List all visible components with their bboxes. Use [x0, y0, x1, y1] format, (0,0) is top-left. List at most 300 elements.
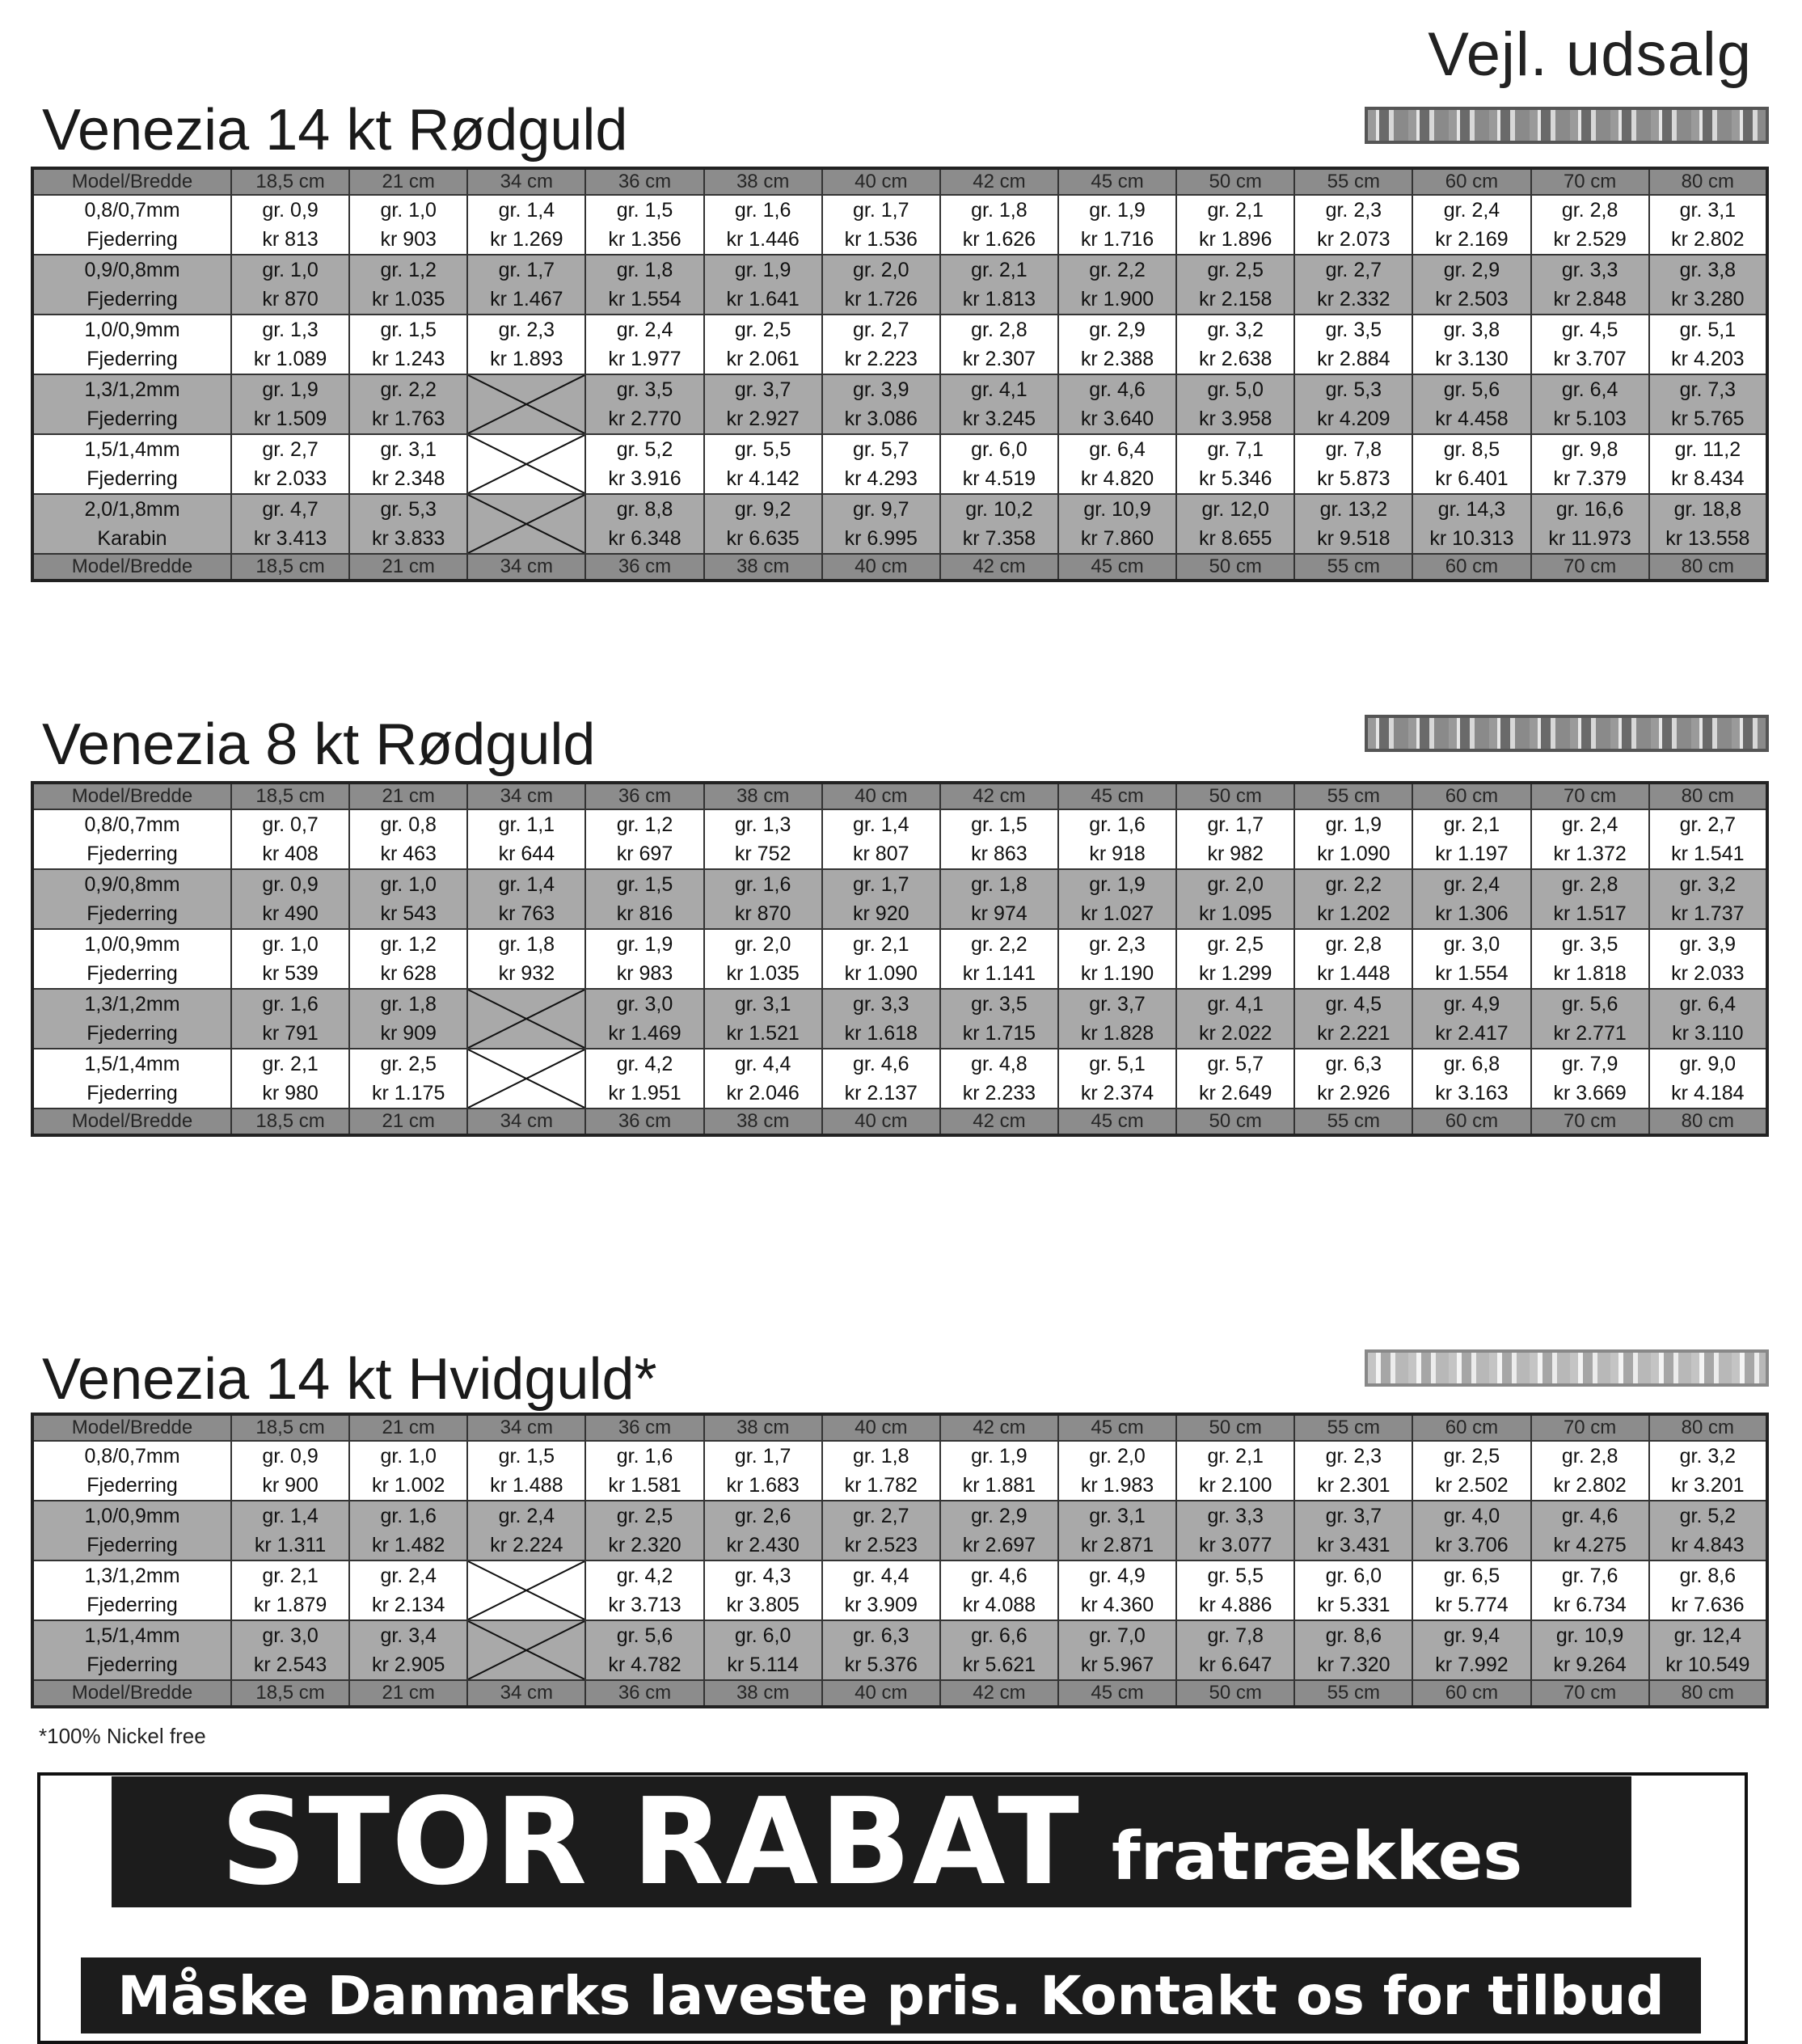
weight-value: gr. 1,7: [853, 199, 909, 222]
column-header: Model/Bredde: [32, 1680, 231, 1707]
price-cell: [1649, 929, 1767, 989]
weight-value: gr. 13,2: [1319, 498, 1388, 521]
weight-value: gr. 1,8: [971, 873, 1028, 896]
weight-value: gr. 2,1: [971, 259, 1028, 281]
weight-value: gr. 3,7: [734, 378, 791, 401]
price-value: kr 2.100: [1199, 1474, 1272, 1497]
weight-value: gr. 14,3: [1437, 498, 1506, 521]
price-table: [31, 1413, 1769, 1708]
price-cell: [1058, 989, 1176, 1049]
weight-value: gr. 2,8: [971, 319, 1028, 341]
price-cell: [585, 1620, 703, 1680]
price-value: kr 3.640: [1080, 408, 1154, 430]
section-14kt-rodguld: [31, 97, 1769, 582]
weight-value: gr. 3,0: [616, 993, 673, 1016]
price-cell: [585, 989, 703, 1049]
column-header: 55 cm: [1294, 1680, 1412, 1707]
column-header: 42 cm: [940, 783, 1058, 809]
weight-value: gr. 3,9: [1679, 933, 1737, 956]
weight-value: gr. 1,5: [380, 319, 437, 341]
price-cell: [585, 1501, 703, 1560]
section-8kt-rodguld: [31, 712, 1769, 1148]
price-cell: [231, 255, 349, 315]
weight-value: gr. 5,6: [1443, 378, 1500, 401]
price-value: kr 3.431: [1317, 1534, 1391, 1556]
column-header: 60 cm: [1412, 168, 1530, 195]
price-cell: [349, 315, 467, 374]
weight-value: gr. 4,6: [853, 1053, 909, 1075]
weight-value: gr. 2,1: [1443, 813, 1500, 836]
price-value: kr 2.134: [372, 1594, 445, 1616]
weight-value: gr. 9,7: [853, 498, 909, 521]
weight-value: gr. 3,5: [1561, 933, 1618, 956]
weight-value: gr. 1,4: [498, 199, 555, 222]
price-cell: [822, 315, 940, 374]
price-cell: [940, 929, 1058, 989]
price-value: kr 1.536: [844, 228, 918, 251]
column-header: 45 cm: [1058, 1109, 1176, 1135]
price-cell: [231, 1049, 349, 1109]
weight-value: gr. 2,4: [1443, 873, 1500, 896]
price-value: kr 3.077: [1199, 1534, 1272, 1556]
weight-value: gr. 2,8: [1325, 933, 1382, 956]
price-cell: [1649, 1049, 1767, 1109]
price-cell: [940, 1501, 1058, 1560]
weight-value: gr. 5,6: [1561, 993, 1618, 1016]
weight-value: gr. 1,3: [734, 813, 791, 836]
price-cell: [1176, 989, 1294, 1049]
weight-value: gr. 11,2: [1674, 438, 1741, 461]
price-value: kr 11.973: [1548, 527, 1631, 550]
cross-icon: [468, 1049, 584, 1108]
weight-value: gr. 4,1: [1207, 993, 1264, 1016]
weight-value: gr. 1,4: [498, 873, 555, 896]
column-header: Model/Bredde: [32, 168, 231, 195]
price-value: kr 2.307: [962, 348, 1036, 370]
weight-value: gr. 1,5: [616, 873, 673, 896]
column-header: 21 cm: [349, 168, 467, 195]
price-cell: [822, 1620, 940, 1680]
weight-value: gr. 2,1: [262, 1565, 319, 1587]
weight-value: gr. 8,5: [1443, 438, 1500, 461]
weight-value: gr. 10,9: [1555, 1624, 1624, 1647]
price-cell: [1649, 374, 1767, 434]
price-cell: [1412, 434, 1530, 494]
price-cell: [1531, 929, 1649, 989]
weight-value: gr. 3,5: [971, 993, 1028, 1016]
price-value: kr 2.523: [844, 1534, 918, 1556]
model-clasp: Fjederring: [87, 467, 178, 490]
column-header: 36 cm: [585, 783, 703, 809]
weight-value: gr. 1,2: [616, 813, 673, 836]
price-value: kr 1.782: [844, 1474, 918, 1497]
price-value: kr 1.448: [1317, 962, 1391, 985]
price-value: kr 1.896: [1199, 228, 1272, 251]
price-cell: [231, 315, 349, 374]
price-value: kr 3.916: [608, 467, 682, 490]
weight-value: gr. 2,5: [1207, 259, 1264, 281]
weight-value: gr. 2,6: [734, 1505, 791, 1527]
price-value: kr 2.169: [1435, 228, 1509, 251]
price-value: kr 2.301: [1317, 1474, 1391, 1497]
price-cell: [1058, 809, 1176, 869]
price-value: kr 1.763: [372, 408, 445, 430]
price-cell: [467, 195, 585, 255]
price-cell: [940, 989, 1058, 1049]
price-cell: [1412, 1441, 1530, 1501]
price-value: kr 7.992: [1435, 1653, 1509, 1676]
table-row: [32, 195, 1767, 255]
price-value: kr 4.360: [1080, 1594, 1154, 1616]
price-cell: [940, 255, 1058, 315]
weight-value: gr. 3,0: [262, 1624, 319, 1647]
column-header: 55 cm: [1294, 783, 1412, 809]
price-value: kr 7.358: [962, 527, 1036, 550]
price-cell: [940, 1620, 1058, 1680]
price-cell: [704, 809, 822, 869]
weight-value: gr. 2,8: [1561, 873, 1618, 896]
weight-value: gr. 2,0: [734, 933, 791, 956]
price-cell: [704, 1049, 822, 1109]
price-value: kr 909: [380, 1022, 437, 1045]
price-value: kr 870: [262, 288, 319, 310]
price-value: kr 1.090: [1317, 843, 1391, 865]
weight-value: gr. 12,0: [1201, 498, 1269, 521]
model-size: 0,9/0,8mm: [84, 873, 180, 896]
weight-value: gr. 1,8: [498, 933, 555, 956]
column-header: 80 cm: [1649, 1680, 1767, 1707]
price-value: kr 2.926: [1317, 1082, 1391, 1104]
price-value: kr 6.348: [608, 527, 682, 550]
price-cell: [1176, 1620, 1294, 1680]
price-cell: [349, 1049, 467, 1109]
price-value: kr 1.618: [844, 1022, 918, 1045]
price-value: kr 2.224: [490, 1534, 563, 1556]
price-value: kr 1.306: [1435, 902, 1509, 925]
weight-value: gr. 6,4: [1089, 438, 1146, 461]
weight-value: gr. 7,1: [1207, 438, 1264, 461]
price-value: kr 9.264: [1553, 1653, 1627, 1676]
price-value: kr 3.669: [1553, 1082, 1627, 1104]
price-cell: [1649, 315, 1767, 374]
price-cell: [704, 374, 822, 434]
weight-value: gr. 5,3: [1325, 378, 1382, 401]
price-value: kr 3.706: [1435, 1534, 1509, 1556]
weight-value: gr. 6,3: [1325, 1053, 1382, 1075]
weight-value: gr. 0,7: [262, 813, 319, 836]
price-value: kr 2.332: [1317, 288, 1391, 310]
price-cell: [1058, 1620, 1176, 1680]
price-value: kr 5.376: [844, 1653, 918, 1676]
model-clasp: Fjederring: [87, 1022, 178, 1045]
weight-value: gr. 3,5: [1325, 319, 1382, 341]
weight-value: gr. 1,7: [734, 1445, 791, 1468]
price-cell: [1058, 315, 1176, 374]
price-value: kr 1.446: [726, 228, 800, 251]
price-cell: [1531, 434, 1649, 494]
price-value: kr 2.802: [1553, 1474, 1627, 1497]
weight-value: gr. 6,6: [971, 1624, 1028, 1647]
weight-value: gr. 1,5: [616, 199, 673, 222]
price-value: kr 2.771: [1553, 1022, 1627, 1045]
weight-value: gr. 2,7: [1325, 259, 1382, 281]
price-cell: [349, 1441, 467, 1501]
price-cell: [585, 1049, 703, 1109]
price-value: kr 1.482: [372, 1534, 445, 1556]
price-value: kr 1.626: [962, 228, 1036, 251]
model-cell: [32, 1501, 231, 1560]
weight-value: gr. 3,8: [1679, 259, 1737, 281]
price-cell: [704, 1560, 822, 1620]
promo-headline-suffix: fratrækkes: [1111, 1818, 1523, 1895]
price-cell: [1412, 195, 1530, 255]
weight-value: gr. 4,6: [1089, 378, 1146, 401]
price-cell: [467, 315, 585, 374]
price-value: kr 408: [262, 843, 319, 865]
price-value: kr 863: [971, 843, 1028, 865]
price-value: kr 3.833: [372, 527, 445, 550]
weight-value: gr. 2,4: [380, 1565, 437, 1587]
price-value: kr 1.002: [372, 1474, 445, 1497]
model-clasp: Fjederring: [87, 843, 178, 865]
price-value: kr 5.103: [1553, 408, 1627, 430]
price-cell: [1649, 1620, 1767, 1680]
column-header: 55 cm: [1294, 554, 1412, 581]
weight-value: gr. 10,9: [1083, 498, 1151, 521]
price-value: kr 2.638: [1199, 348, 1272, 370]
price-value: kr 6.734: [1553, 1594, 1627, 1616]
price-value: kr 2.871: [1080, 1534, 1154, 1556]
price-value: kr 3.413: [253, 527, 327, 550]
price-cell: [231, 1560, 349, 1620]
weight-value: gr. 1,4: [262, 1505, 319, 1527]
price-cell: [349, 1501, 467, 1560]
price-value: kr 8.655: [1199, 527, 1272, 550]
section-title: Venezia 8 kt Rødguld: [42, 712, 596, 777]
price-value: kr 1.509: [253, 408, 327, 430]
model-size: 1,0/0,9mm: [84, 1505, 180, 1527]
weight-value: gr. 8,6: [1679, 1565, 1737, 1587]
price-value: kr 5.114: [727, 1653, 799, 1676]
weight-value: gr. 6,4: [1679, 993, 1737, 1016]
price-cell: [349, 374, 467, 434]
model-size: 1,5/1,4mm: [84, 1624, 180, 1647]
price-value: kr 1.641: [726, 288, 800, 310]
promo-subline: Måske Danmarks laveste pris. Kontakt os for tilbud: [81, 1957, 1701, 2033]
price-cell: [231, 374, 349, 434]
table-row: [32, 1620, 1767, 1680]
price-cell: [1412, 1501, 1530, 1560]
weight-value: gr. 2,2: [380, 378, 437, 401]
weight-value: gr. 0,8: [380, 813, 437, 836]
weight-value: gr. 3,9: [853, 378, 909, 401]
price-cell: [1649, 1560, 1767, 1620]
price-value: kr 982: [1207, 843, 1264, 865]
price-cell: [1176, 374, 1294, 434]
price-value: kr 6.995: [844, 527, 918, 550]
column-header: Model/Bredde: [32, 554, 231, 581]
price-cell: [1649, 1441, 1767, 1501]
price-cell: [1412, 929, 1530, 989]
weight-value: gr. 2,3: [1325, 1445, 1382, 1468]
weight-value: gr. 7,9: [1561, 1053, 1618, 1075]
price-cell: [1058, 1049, 1176, 1109]
price-cell: [1412, 255, 1530, 315]
price-value: kr 3.707: [1553, 348, 1627, 370]
price-value: kr 1.977: [608, 348, 682, 370]
table-header-row: [32, 1414, 1767, 1441]
price-value: kr 1.879: [253, 1594, 327, 1616]
weight-value: gr. 2,2: [971, 933, 1028, 956]
weight-value: gr. 2,7: [1679, 813, 1737, 836]
price-value: kr 1.521: [726, 1022, 800, 1045]
weight-value: gr. 0,9: [262, 873, 319, 896]
price-value: kr 4.293: [844, 467, 918, 490]
weight-value: gr. 1,8: [616, 259, 673, 281]
weight-value: gr. 4,7: [262, 498, 319, 521]
price-cell: [585, 374, 703, 434]
price-cell: [1294, 494, 1412, 554]
price-cell: [1294, 434, 1412, 494]
weight-value: gr. 3,3: [853, 993, 909, 1016]
price-cell: [1294, 1441, 1412, 1501]
unavailable-cell: [467, 1049, 585, 1109]
weight-value: gr. 1,2: [380, 933, 437, 956]
footnote: *100% Nickel free: [39, 1724, 206, 1748]
price-cell: [1294, 989, 1412, 1049]
price-cell: [1531, 989, 1649, 1049]
weight-value: gr. 3,2: [1207, 319, 1264, 341]
price-value: kr 3.713: [608, 1594, 682, 1616]
weight-value: gr. 4,4: [853, 1565, 909, 1587]
weight-value: gr. 2,4: [1561, 813, 1618, 836]
column-header: 50 cm: [1176, 168, 1294, 195]
weight-value: gr. 5,5: [1207, 1565, 1264, 1587]
table-row: [32, 374, 1767, 434]
weight-value: gr. 9,4: [1443, 1624, 1500, 1647]
price-value: kr 490: [262, 902, 319, 925]
column-header: 21 cm: [349, 783, 467, 809]
weight-value: gr. 3,3: [1207, 1505, 1264, 1527]
price-value: kr 1.095: [1199, 902, 1272, 925]
column-header: 50 cm: [1176, 1680, 1294, 1707]
table-footer-row: [32, 1680, 1767, 1707]
price-value: kr 1.089: [253, 348, 327, 370]
price-value: kr 3.909: [844, 1594, 918, 1616]
column-header: 21 cm: [349, 1109, 467, 1135]
weight-value: gr. 7,6: [1561, 1565, 1618, 1587]
weight-value: gr. 2,5: [1207, 933, 1264, 956]
price-cell: [704, 929, 822, 989]
weight-value: gr. 4,8: [971, 1053, 1028, 1075]
price-cell: [1412, 1049, 1530, 1109]
weight-value: gr. 7,8: [1207, 1624, 1264, 1647]
price-cell: [1176, 494, 1294, 554]
column-header: 34 cm: [467, 1109, 585, 1135]
price-cell: [585, 929, 703, 989]
price-cell: [467, 1441, 585, 1501]
price-cell: [822, 869, 940, 929]
price-cell: [940, 434, 1058, 494]
price-cell: [1531, 1620, 1649, 1680]
column-header: 55 cm: [1294, 168, 1412, 195]
unavailable-cell: [467, 1560, 585, 1620]
column-header: 18,5 cm: [231, 1414, 349, 1441]
price-cell: [585, 434, 703, 494]
price-value: kr 1.469: [608, 1022, 682, 1045]
section-14kt-hvidguld: [31, 1346, 1769, 1718]
weight-value: gr. 4,4: [734, 1053, 791, 1075]
price-value: kr 3.245: [962, 408, 1036, 430]
price-cell: [231, 1501, 349, 1560]
column-header: 18,5 cm: [231, 783, 349, 809]
price-value: kr 870: [734, 902, 791, 925]
price-value: kr 1.035: [726, 962, 800, 985]
weight-value: gr. 1,1: [498, 813, 555, 836]
weight-value: gr. 3,3: [1561, 259, 1618, 281]
price-value: kr 1.951: [608, 1082, 682, 1104]
weight-value: gr. 5,1: [1679, 319, 1737, 341]
weight-value: gr. 1,9: [1089, 199, 1146, 222]
price-value: kr 2.430: [726, 1534, 800, 1556]
weight-value: gr. 3,7: [1089, 993, 1146, 1016]
price-value: kr 4.142: [726, 467, 800, 490]
weight-value: gr. 9,2: [734, 498, 791, 521]
price-cell: [349, 195, 467, 255]
column-header: 36 cm: [585, 1109, 703, 1135]
price-value: kr 1.726: [844, 288, 918, 310]
cross-icon: [468, 990, 584, 1048]
price-cell: [822, 809, 940, 869]
price-cell: [1294, 1501, 1412, 1560]
price-cell: [940, 374, 1058, 434]
model-cell: [32, 1620, 231, 1680]
weight-value: gr. 2,4: [1443, 199, 1500, 222]
weight-value: gr. 1,6: [616, 1445, 673, 1468]
price-cell: [231, 1441, 349, 1501]
price-cell: [822, 494, 940, 554]
price-cell: [349, 809, 467, 869]
weight-value: gr. 2,1: [1207, 199, 1264, 222]
weight-value: gr. 1,9: [971, 1445, 1028, 1468]
price-value: kr 1.202: [1317, 902, 1391, 925]
column-header: 70 cm: [1531, 1109, 1649, 1135]
weight-value: gr. 4,1: [971, 378, 1028, 401]
unavailable-cell: [467, 1620, 585, 1680]
price-value: kr 628: [380, 962, 437, 985]
price-value: kr 1.269: [490, 228, 563, 251]
weight-value: gr. 2,8: [1561, 199, 1618, 222]
price-cell: [822, 1501, 940, 1560]
weight-value: gr. 1,0: [380, 199, 437, 222]
weight-value: gr. 2,0: [1207, 873, 1264, 896]
header-label: Vejl. udsalg: [1428, 20, 1752, 89]
price-cell: [822, 989, 940, 1049]
price-value: kr 5.967: [1080, 1653, 1154, 1676]
price-cell: [1649, 869, 1767, 929]
column-header: 38 cm: [704, 554, 822, 581]
price-value: kr 2.223: [844, 348, 918, 370]
price-table: [31, 167, 1769, 582]
model-size: 0,9/0,8mm: [84, 259, 180, 281]
price-value: kr 2.503: [1435, 288, 1509, 310]
price-cell: [1294, 1560, 1412, 1620]
cross-icon: [468, 495, 584, 553]
price-value: kr 6.635: [726, 527, 800, 550]
price-cell: [704, 494, 822, 554]
price-value: kr 3.201: [1671, 1474, 1745, 1497]
price-value: kr 3.086: [844, 408, 918, 430]
